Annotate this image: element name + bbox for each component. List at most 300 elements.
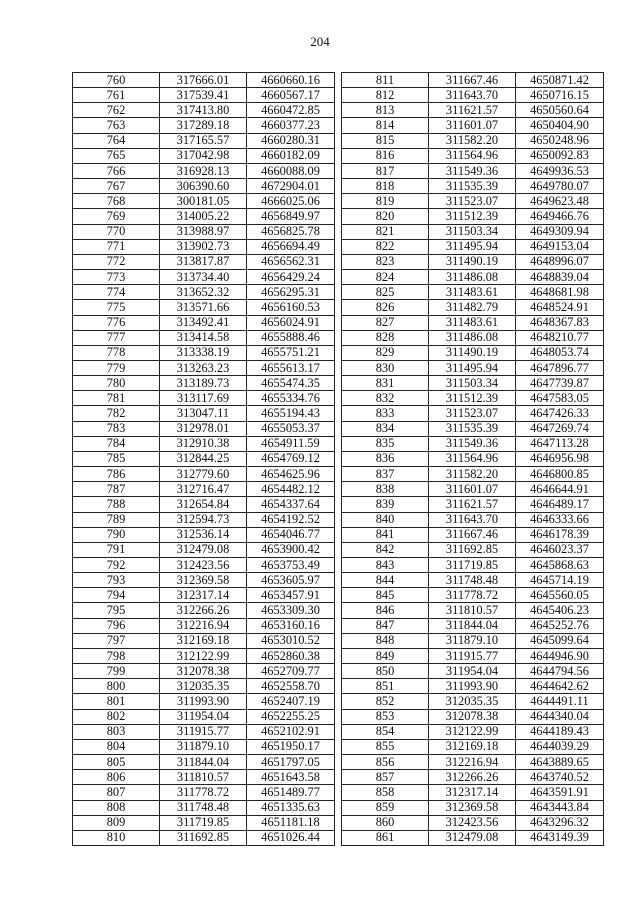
table-row — [73, 664, 335, 679]
point-number-cell: 765 — [73, 148, 160, 163]
table-row — [73, 421, 335, 436]
point-number-cell: 767 — [73, 179, 160, 194]
point-number-cell: 805 — [73, 755, 160, 770]
y-coordinate-cell: 4656024.91 — [247, 315, 335, 330]
table-row — [342, 73, 604, 88]
table-row — [73, 558, 335, 573]
y-coordinate-cell: 4654769.12 — [247, 451, 335, 466]
point-number-cell: 778 — [73, 345, 160, 360]
table-row — [73, 755, 335, 770]
x-coordinate-cell: 317666.01 — [160, 73, 247, 88]
table-row — [73, 497, 335, 512]
table-row — [73, 330, 335, 345]
x-coordinate-cell: 311564.96 — [429, 451, 516, 466]
point-number-cell: 768 — [73, 194, 160, 209]
x-coordinate-cell: 311915.77 — [429, 648, 516, 663]
y-coordinate-cell: 4648210.77 — [516, 330, 604, 345]
y-coordinate-cell: 4645714.19 — [516, 573, 604, 588]
table-row — [73, 224, 335, 239]
x-coordinate-cell: 317539.41 — [160, 88, 247, 103]
x-coordinate-cell: 312035.35 — [429, 694, 516, 709]
x-coordinate-cell: 311495.94 — [429, 360, 516, 375]
table-row — [342, 800, 604, 815]
point-number-cell: 774 — [73, 285, 160, 300]
x-coordinate-cell: 316928.13 — [160, 163, 247, 178]
x-coordinate-cell: 311483.61 — [429, 285, 516, 300]
y-coordinate-cell: 4647426.33 — [516, 406, 604, 421]
point-number-cell: 853 — [342, 709, 429, 724]
y-coordinate-cell: 4645406.23 — [516, 603, 604, 618]
y-coordinate-cell: 4653010.52 — [247, 633, 335, 648]
table-row — [73, 815, 335, 830]
point-number-cell: 826 — [342, 300, 429, 315]
y-coordinate-cell: 4656562.31 — [247, 254, 335, 269]
y-coordinate-cell: 4644794.56 — [516, 664, 604, 679]
point-number-cell: 818 — [342, 179, 429, 194]
table-row — [73, 482, 335, 497]
y-coordinate-cell: 4653605.97 — [247, 573, 335, 588]
x-coordinate-cell: 312035.35 — [160, 679, 247, 694]
x-coordinate-cell: 312317.14 — [429, 785, 516, 800]
x-coordinate-cell: 311523.07 — [429, 194, 516, 209]
point-number-cell: 763 — [73, 118, 160, 133]
point-number-cell: 835 — [342, 436, 429, 451]
x-coordinate-cell: 312423.56 — [429, 815, 516, 830]
x-coordinate-cell: 313189.73 — [160, 376, 247, 391]
y-coordinate-cell: 4655194.43 — [247, 406, 335, 421]
x-coordinate-cell: 317413.80 — [160, 103, 247, 118]
table-row — [73, 148, 335, 163]
y-coordinate-cell: 4646956.98 — [516, 451, 604, 466]
y-coordinate-cell: 4643296.32 — [516, 815, 604, 830]
y-coordinate-cell: 4649466.76 — [516, 209, 604, 224]
table-row — [342, 148, 604, 163]
x-coordinate-cell: 311549.36 — [429, 436, 516, 451]
table-row — [73, 194, 335, 209]
table-row — [73, 179, 335, 194]
table-row — [342, 633, 604, 648]
table-row — [73, 133, 335, 148]
point-number-cell: 813 — [342, 103, 429, 118]
y-coordinate-cell: 4646644.91 — [516, 482, 604, 497]
x-coordinate-cell: 313652.32 — [160, 285, 247, 300]
x-coordinate-cell: 312369.58 — [160, 573, 247, 588]
point-number-cell: 779 — [73, 360, 160, 375]
y-coordinate-cell: 4644491.11 — [516, 694, 604, 709]
x-coordinate-cell: 313338.19 — [160, 345, 247, 360]
y-coordinate-cell: 4649936.53 — [516, 163, 604, 178]
y-coordinate-cell: 4655053.37 — [247, 421, 335, 436]
y-coordinate-cell: 4644642.62 — [516, 679, 604, 694]
point-number-cell: 820 — [342, 209, 429, 224]
x-coordinate-cell: 311512.39 — [429, 209, 516, 224]
x-coordinate-cell: 311719.85 — [160, 815, 247, 830]
x-coordinate-cell: 311486.08 — [429, 330, 516, 345]
x-coordinate-cell: 311778.72 — [429, 588, 516, 603]
y-coordinate-cell: 4656429.24 — [247, 270, 335, 285]
table-row — [342, 179, 604, 194]
x-coordinate-cell: 317165.57 — [160, 133, 247, 148]
y-coordinate-cell: 4655474.35 — [247, 376, 335, 391]
x-coordinate-cell: 312369.58 — [429, 800, 516, 815]
y-coordinate-cell: 4648053.74 — [516, 345, 604, 360]
point-number-cell: 857 — [342, 770, 429, 785]
table-row — [342, 270, 604, 285]
table-row — [342, 133, 604, 148]
table-row — [342, 679, 604, 694]
x-coordinate-cell: 311643.70 — [429, 512, 516, 527]
point-number-cell: 798 — [73, 648, 160, 663]
y-coordinate-cell: 4651489.77 — [247, 785, 335, 800]
table-row — [342, 815, 604, 830]
point-number-cell: 827 — [342, 315, 429, 330]
y-coordinate-cell: 4654625.96 — [247, 467, 335, 482]
y-coordinate-cell: 4645252.76 — [516, 618, 604, 633]
x-coordinate-cell: 311748.48 — [429, 573, 516, 588]
x-coordinate-cell: 311483.61 — [429, 315, 516, 330]
page-number: 204 — [310, 34, 330, 49]
point-number-cell: 784 — [73, 436, 160, 451]
table-row — [342, 376, 604, 391]
table-row — [342, 830, 604, 845]
point-number-cell: 840 — [342, 512, 429, 527]
point-number-cell: 769 — [73, 209, 160, 224]
x-coordinate-cell: 300181.05 — [160, 194, 247, 209]
x-coordinate-cell: 313817.87 — [160, 254, 247, 269]
y-coordinate-cell: 4650248.96 — [516, 133, 604, 148]
table-row — [342, 755, 604, 770]
point-number-cell: 777 — [73, 330, 160, 345]
table-row — [342, 785, 604, 800]
x-coordinate-cell: 311512.39 — [429, 391, 516, 406]
y-coordinate-cell: 4650871.42 — [516, 73, 604, 88]
y-coordinate-cell: 4643149.39 — [516, 830, 604, 845]
y-coordinate-cell: 4648524.91 — [516, 300, 604, 315]
x-coordinate-cell: 312078.38 — [160, 664, 247, 679]
point-number-cell: 829 — [342, 345, 429, 360]
y-coordinate-cell: 4653900.42 — [247, 542, 335, 557]
point-number-cell: 838 — [342, 482, 429, 497]
y-coordinate-cell: 4660280.31 — [247, 133, 335, 148]
x-coordinate-cell: 311844.04 — [429, 618, 516, 633]
table-row — [73, 709, 335, 724]
table-row — [342, 467, 604, 482]
x-coordinate-cell: 311535.39 — [429, 421, 516, 436]
point-number-cell: 832 — [342, 391, 429, 406]
table-row — [73, 360, 335, 375]
point-number-cell: 785 — [73, 451, 160, 466]
table-row — [342, 88, 604, 103]
point-number-cell: 856 — [342, 755, 429, 770]
x-coordinate-cell: 311486.08 — [429, 270, 516, 285]
point-number-cell: 806 — [73, 770, 160, 785]
point-number-cell: 860 — [342, 815, 429, 830]
x-coordinate-cell: 313414.58 — [160, 330, 247, 345]
x-coordinate-cell: 313734.40 — [160, 270, 247, 285]
x-coordinate-cell: 313263.23 — [160, 360, 247, 375]
x-coordinate-cell: 312216.94 — [429, 755, 516, 770]
point-number-cell: 855 — [342, 739, 429, 754]
x-coordinate-cell: 311582.20 — [429, 133, 516, 148]
table-row — [73, 603, 335, 618]
table-row — [342, 770, 604, 785]
y-coordinate-cell: 4651026.44 — [247, 830, 335, 845]
table-row — [342, 512, 604, 527]
y-coordinate-cell: 4654911.59 — [247, 436, 335, 451]
table-row — [73, 830, 335, 845]
table-row — [342, 194, 604, 209]
y-coordinate-cell: 4649780.07 — [516, 179, 604, 194]
x-coordinate-cell: 312536.14 — [160, 527, 247, 542]
x-coordinate-cell: 313492.41 — [160, 315, 247, 330]
x-coordinate-cell: 312169.18 — [429, 739, 516, 754]
table-row — [73, 588, 335, 603]
point-number-cell: 807 — [73, 785, 160, 800]
table-row — [73, 633, 335, 648]
point-number-cell: 851 — [342, 679, 429, 694]
y-coordinate-cell: 4650560.64 — [516, 103, 604, 118]
table-row — [342, 345, 604, 360]
x-coordinate-cell: 311810.57 — [160, 770, 247, 785]
table-row — [73, 391, 335, 406]
point-number-cell: 776 — [73, 315, 160, 330]
y-coordinate-cell: 4643889.65 — [516, 755, 604, 770]
x-coordinate-cell: 311667.46 — [429, 73, 516, 88]
table-row — [342, 285, 604, 300]
y-coordinate-cell: 4648839.04 — [516, 270, 604, 285]
y-coordinate-cell: 4672904.01 — [247, 179, 335, 194]
table-row — [342, 724, 604, 739]
x-coordinate-cell: 313571.66 — [160, 300, 247, 315]
x-coordinate-cell: 311582.20 — [429, 467, 516, 482]
table-row — [73, 254, 335, 269]
table-row — [342, 254, 604, 269]
y-coordinate-cell: 4647583.05 — [516, 391, 604, 406]
point-number-cell: 800 — [73, 679, 160, 694]
y-coordinate-cell: 4646800.85 — [516, 467, 604, 482]
table-row — [342, 224, 604, 239]
y-coordinate-cell: 4651797.05 — [247, 755, 335, 770]
x-coordinate-cell: 313902.73 — [160, 239, 247, 254]
y-coordinate-cell: 4644946.90 — [516, 648, 604, 663]
table-row — [73, 573, 335, 588]
table-row — [342, 709, 604, 724]
x-coordinate-cell: 311719.85 — [429, 558, 516, 573]
x-coordinate-cell: 312317.14 — [160, 588, 247, 603]
y-coordinate-cell: 4660088.09 — [247, 163, 335, 178]
y-coordinate-cell: 4650404.90 — [516, 118, 604, 133]
point-number-cell: 848 — [342, 633, 429, 648]
point-number-cell: 780 — [73, 376, 160, 391]
table-row — [73, 103, 335, 118]
table-row — [73, 800, 335, 815]
y-coordinate-cell: 4654482.12 — [247, 482, 335, 497]
table-row — [342, 436, 604, 451]
point-number-cell: 842 — [342, 542, 429, 557]
table-row — [73, 467, 335, 482]
table-row — [342, 315, 604, 330]
point-number-cell: 788 — [73, 497, 160, 512]
point-number-cell: 841 — [342, 527, 429, 542]
y-coordinate-cell: 4660472.85 — [247, 103, 335, 118]
table-row — [342, 694, 604, 709]
x-coordinate-cell: 312266.26 — [160, 603, 247, 618]
point-number-cell: 825 — [342, 285, 429, 300]
point-number-cell: 799 — [73, 664, 160, 679]
table-row — [73, 739, 335, 754]
x-coordinate-cell: 311844.04 — [160, 755, 247, 770]
point-number-cell: 796 — [73, 618, 160, 633]
y-coordinate-cell: 4652102.91 — [247, 724, 335, 739]
y-coordinate-cell: 4653160.16 — [247, 618, 335, 633]
point-number-cell: 837 — [342, 467, 429, 482]
x-coordinate-cell: 317042.98 — [160, 148, 247, 163]
table-row — [342, 391, 604, 406]
y-coordinate-cell: 4666025.06 — [247, 194, 335, 209]
table-row — [73, 406, 335, 421]
y-coordinate-cell: 4646333.66 — [516, 512, 604, 527]
x-coordinate-cell: 311490.19 — [429, 254, 516, 269]
y-coordinate-cell: 4645099.64 — [516, 633, 604, 648]
point-number-cell: 859 — [342, 800, 429, 815]
table-row — [342, 542, 604, 557]
point-number-cell: 775 — [73, 300, 160, 315]
point-number-cell: 852 — [342, 694, 429, 709]
point-number-cell: 819 — [342, 194, 429, 209]
table-row — [342, 451, 604, 466]
y-coordinate-cell: 4656160.53 — [247, 300, 335, 315]
point-number-cell: 786 — [73, 467, 160, 482]
y-coordinate-cell: 4655334.76 — [247, 391, 335, 406]
x-coordinate-cell: 311482.79 — [429, 300, 516, 315]
point-number-cell: 843 — [342, 558, 429, 573]
x-coordinate-cell: 311564.96 — [429, 148, 516, 163]
point-number-cell: 839 — [342, 497, 429, 512]
point-number-cell: 783 — [73, 421, 160, 436]
point-number-cell: 810 — [73, 830, 160, 845]
table-row — [73, 618, 335, 633]
y-coordinate-cell: 4656849.97 — [247, 209, 335, 224]
x-coordinate-cell: 311495.94 — [429, 239, 516, 254]
table-row — [342, 103, 604, 118]
y-coordinate-cell: 4652860.38 — [247, 648, 335, 663]
point-number-cell: 817 — [342, 163, 429, 178]
table-row — [342, 588, 604, 603]
y-coordinate-cell: 4649309.94 — [516, 224, 604, 239]
x-coordinate-cell: 311643.70 — [429, 88, 516, 103]
y-coordinate-cell: 4652558.70 — [247, 679, 335, 694]
table-row — [73, 345, 335, 360]
point-number-cell: 812 — [342, 88, 429, 103]
table-row — [342, 239, 604, 254]
y-coordinate-cell: 4654046.77 — [247, 527, 335, 542]
y-coordinate-cell: 4651335.63 — [247, 800, 335, 815]
table-row — [73, 270, 335, 285]
point-number-cell: 795 — [73, 603, 160, 618]
x-coordinate-cell: 312844.25 — [160, 451, 247, 466]
y-coordinate-cell: 4656694.49 — [247, 239, 335, 254]
point-number-cell: 804 — [73, 739, 160, 754]
x-coordinate-cell: 311810.57 — [429, 603, 516, 618]
point-number-cell: 831 — [342, 376, 429, 391]
x-coordinate-cell: 311503.34 — [429, 224, 516, 239]
y-coordinate-cell: 4647739.87 — [516, 376, 604, 391]
point-number-cell: 792 — [73, 558, 160, 573]
y-coordinate-cell: 4645560.05 — [516, 588, 604, 603]
y-coordinate-cell: 4653457.91 — [247, 588, 335, 603]
table-row — [342, 330, 604, 345]
table-row — [73, 209, 335, 224]
x-coordinate-cell: 311692.85 — [160, 830, 247, 845]
table-row — [342, 527, 604, 542]
table-row — [73, 300, 335, 315]
y-coordinate-cell: 4643740.52 — [516, 770, 604, 785]
x-coordinate-cell: 317289.18 — [160, 118, 247, 133]
x-coordinate-cell: 312479.08 — [429, 830, 516, 845]
y-coordinate-cell: 4660377.23 — [247, 118, 335, 133]
x-coordinate-cell: 312910.38 — [160, 436, 247, 451]
y-coordinate-cell: 4652407.19 — [247, 694, 335, 709]
y-coordinate-cell: 4654337.64 — [247, 497, 335, 512]
point-number-cell: 809 — [73, 815, 160, 830]
y-coordinate-cell: 4655888.46 — [247, 330, 335, 345]
x-coordinate-cell: 312216.94 — [160, 618, 247, 633]
y-coordinate-cell: 4644340.04 — [516, 709, 604, 724]
point-number-cell: 828 — [342, 330, 429, 345]
y-coordinate-cell: 4647113.28 — [516, 436, 604, 451]
x-coordinate-cell: 311993.90 — [429, 679, 516, 694]
point-number-cell: 770 — [73, 224, 160, 239]
x-coordinate-cell: 311879.10 — [429, 633, 516, 648]
y-coordinate-cell: 4643443.84 — [516, 800, 604, 815]
table-row — [342, 406, 604, 421]
table-row — [73, 785, 335, 800]
x-coordinate-cell: 311778.72 — [160, 785, 247, 800]
point-number-cell: 815 — [342, 133, 429, 148]
point-number-cell: 850 — [342, 664, 429, 679]
x-coordinate-cell: 312779.60 — [160, 467, 247, 482]
table-row — [73, 648, 335, 663]
y-coordinate-cell: 4652709.77 — [247, 664, 335, 679]
x-coordinate-cell: 311667.46 — [429, 527, 516, 542]
y-coordinate-cell: 4646178.39 — [516, 527, 604, 542]
table-row — [73, 315, 335, 330]
table-row — [73, 436, 335, 451]
point-number-cell: 830 — [342, 360, 429, 375]
table-row — [342, 664, 604, 679]
table-row — [342, 300, 604, 315]
y-coordinate-cell: 4650716.15 — [516, 88, 604, 103]
point-number-cell: 761 — [73, 88, 160, 103]
point-number-cell: 797 — [73, 633, 160, 648]
x-coordinate-cell: 311503.34 — [429, 376, 516, 391]
point-number-cell: 801 — [73, 694, 160, 709]
y-coordinate-cell: 4649623.48 — [516, 194, 604, 209]
coordinates-table-area — [72, 72, 604, 846]
point-number-cell: 822 — [342, 239, 429, 254]
y-coordinate-cell: 4651643.58 — [247, 770, 335, 785]
point-number-cell: 808 — [73, 800, 160, 815]
table-row — [342, 118, 604, 133]
y-coordinate-cell: 4647896.77 — [516, 360, 604, 375]
point-number-cell: 834 — [342, 421, 429, 436]
point-number-cell: 802 — [73, 709, 160, 724]
table-row — [73, 679, 335, 694]
x-coordinate-cell: 311748.48 — [160, 800, 247, 815]
table-row — [342, 482, 604, 497]
x-coordinate-cell: 312078.38 — [429, 709, 516, 724]
y-coordinate-cell: 4660182.09 — [247, 148, 335, 163]
